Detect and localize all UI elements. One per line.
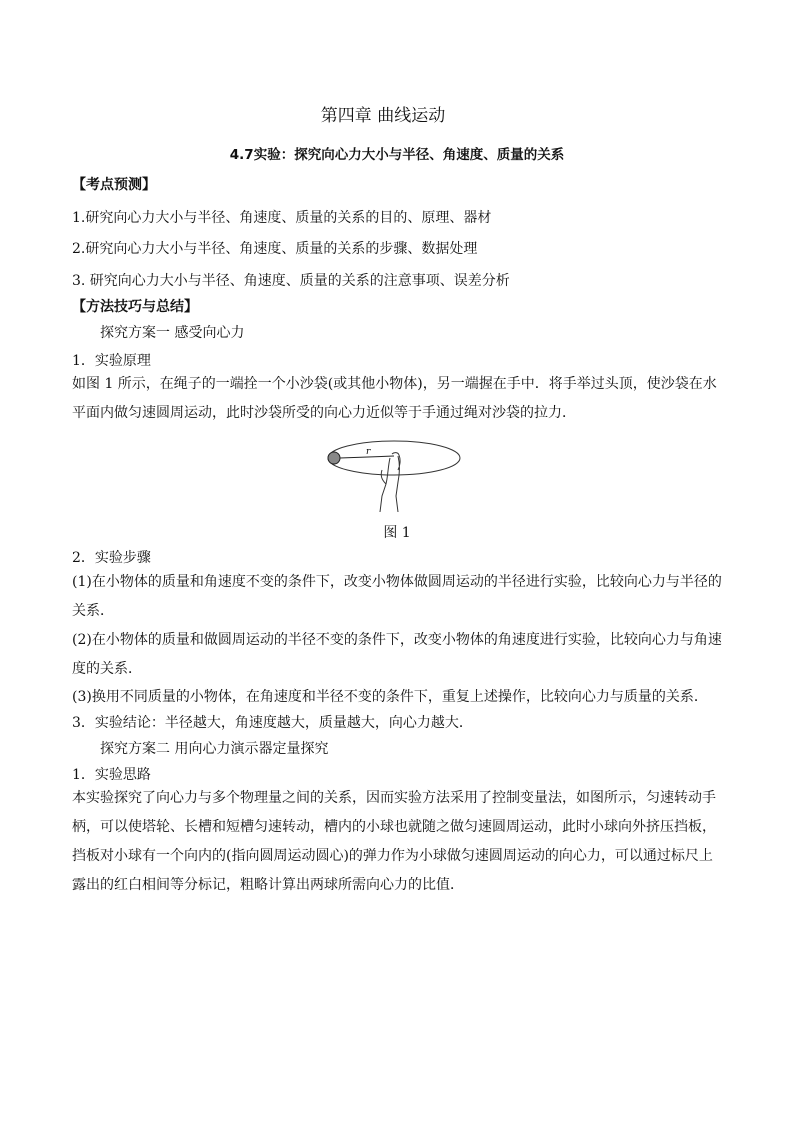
section-title: 4.7实验：探究向心力大小与半径、角速度、质量的关系	[229, 147, 565, 163]
plan2-idea-heading: 1．实验思路	[72, 767, 151, 783]
plan1-step-3: (3)换用不同质量的小物体，在角速度和半径不变的条件下，重复上述操作，比较向心力与质量的关系．	[72, 689, 708, 705]
figure-1-sandbag-diagram	[322, 436, 464, 514]
plan1-conclusion: 3．实验结论：半径越大，角速度越大，质量越大，向心力越大．	[72, 715, 473, 731]
kaodian-item-2: 2.研究向心力大小与半径、角速度、质量的关系的步骤、数据处理	[72, 241, 478, 257]
plan2-idea-text: 本实验探究了向心力与多个物理量之间的关系，因而实验方法采用了控制变量法，如图所示，匀速转动手柄，可以使塔轮、长槽和短槽匀速转动，槽内的小球也就随之做匀速圆周运动，此时小球向外挤压挡板，挡板对小球有一个向内的(指向圆周运动圆心)的弹力作为小球做匀速圆周运动的向心力，可以通过标尺上露出的红白相间等分标记，粗略计算出两球所需向心力的比值．	[72, 790, 716, 893]
radius-label: r	[366, 447, 371, 457]
plan1-principle-heading: 1．实验原理	[72, 353, 151, 369]
plan1-principle-text: 如图 1 所示，在绳子的一端拴一个小沙袋(或其他小物体)，另一端握在手中．将手举过头顶，使沙袋在水平面内做匀速圆周运动，此时沙袋所受的向心力近似等于手通过绳对沙袋的拉力．	[72, 376, 717, 421]
plan1-step-1: (1)在小物体的质量和角速度不变的条件下，改变小物体做圆周运动的半径进行实验，比较向心力与半径的关系．	[72, 574, 722, 619]
kaodian-item-3: 3. 研究向心力大小与半径、角速度、质量的关系的注意事项、误差分析	[72, 273, 510, 289]
hand-sketch	[380, 453, 400, 512]
chapter-title: 第四章 曲线运动	[320, 106, 446, 126]
kaodian-heading: 【考点预测】	[72, 177, 156, 193]
plan2-title: 探究方案二 用向心力演示器定量探究	[100, 741, 329, 757]
method-heading: 【方法技巧与总结】	[72, 299, 198, 315]
sandbag-ball	[328, 452, 340, 464]
figure-1-caption: 图 1	[383, 525, 411, 541]
plan1-steps-heading: 2．实验步骤	[72, 550, 151, 566]
plan1-step-2: (2)在小物体的质量和做圆周运动的半径不变的条件下，改变小物体的角速度进行实验，比较向心力与角速度的关系．	[72, 632, 722, 677]
kaodian-item-1: 1.研究向心力大小与半径、角速度、质量的关系的目的、原理、器材	[72, 210, 492, 226]
plan1-title: 探究方案一 感受向心力	[100, 325, 245, 341]
